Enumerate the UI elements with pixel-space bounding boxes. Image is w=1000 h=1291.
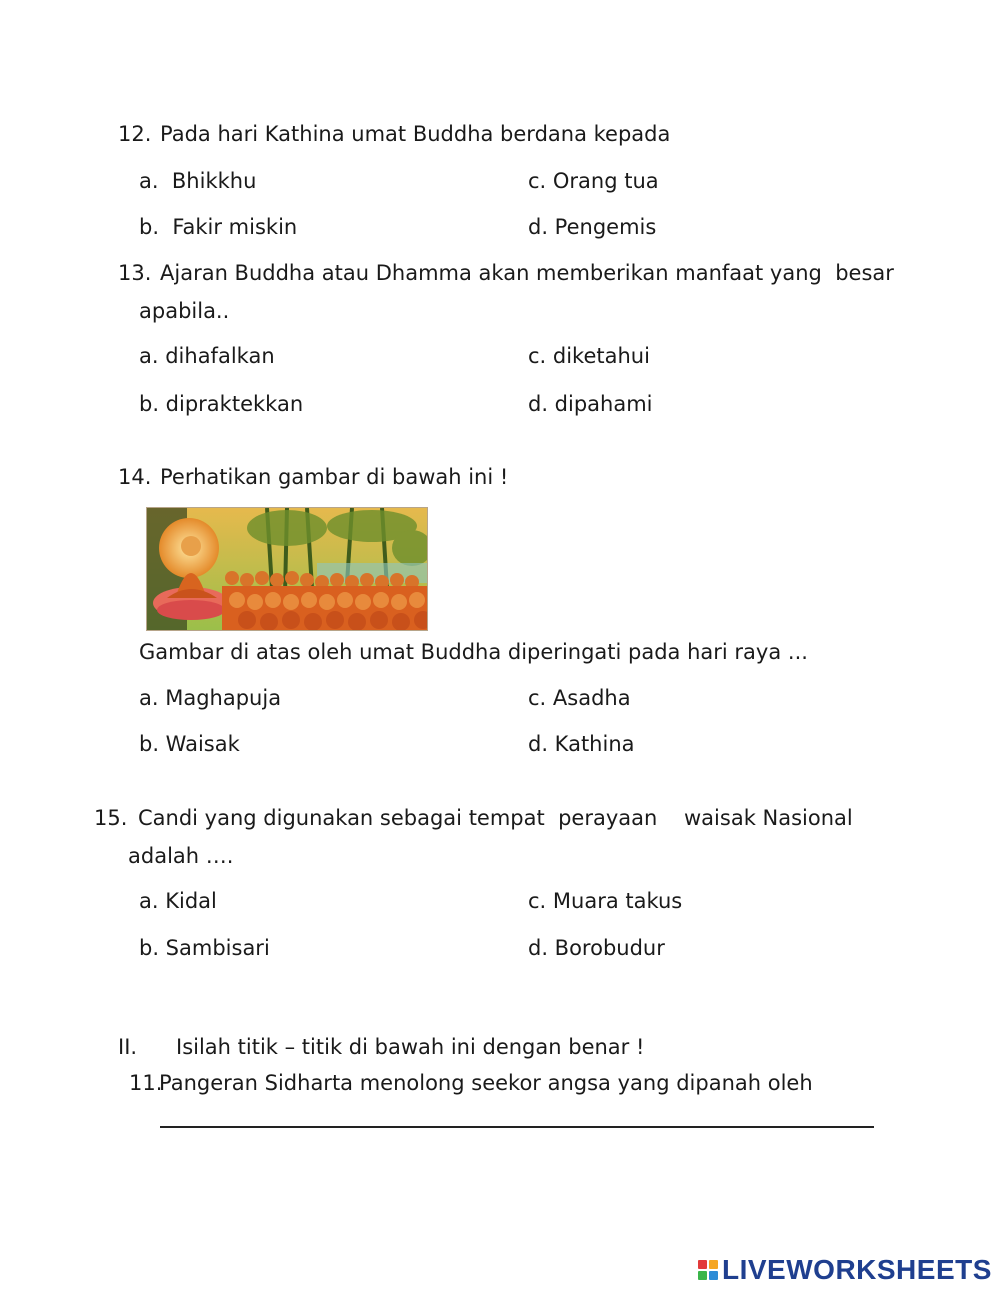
fill-answer-line[interactable]: [160, 1126, 874, 1128]
logo-tiles-icon: [698, 1260, 718, 1280]
logo-tile: [709, 1271, 718, 1280]
fill-item-text: Pangeran Sidharta menolong seekor angsa yang dipanah oleh: [159, 1071, 813, 1095]
q14-option-b: b. Waisak: [139, 732, 240, 756]
q12-option-a: a. Bhikkhu: [139, 169, 257, 193]
q15-text-continued: adalah ….: [128, 844, 234, 868]
q14-option-d: d. Kathina: [528, 732, 635, 756]
q14-prompt: Gambar di atas oleh umat Buddha diperingati pada hari raya ...: [139, 640, 808, 664]
q13-option-c: c. diketahui: [528, 344, 650, 368]
section2-instruction: Isilah titik – titik di bawah ini dengan benar !: [176, 1035, 645, 1059]
section2-numeral: II.: [118, 1035, 138, 1059]
logo-tile: [709, 1260, 718, 1269]
q12-text: Pada hari Kathina umat Buddha berdana kepada: [160, 122, 671, 146]
q13-number: 13.: [118, 261, 152, 285]
q15-text: Candi yang digunakan sebagai tempat perayaan waisak Nasional: [138, 806, 853, 830]
logo-text: LIVEWORKSHEETS: [722, 1254, 992, 1285]
q14-option-a: a. Maghapuja: [139, 686, 282, 710]
q15-option-d: d. Borobudur: [528, 936, 665, 960]
q14-text: Perhatikan gambar di bawah ini !: [160, 465, 509, 489]
logo-tile: [698, 1271, 707, 1280]
logo-tile: [698, 1260, 707, 1269]
q13-text-continued: apabila..: [139, 299, 230, 323]
q15-number: 15.: [94, 806, 128, 830]
q15-option-b: b. Sambisari: [139, 936, 270, 960]
q13-text: Ajaran Buddha atau Dhamma akan memberikan manfaat yang besar: [160, 261, 894, 285]
q13-option-d: d. dipahami: [528, 392, 653, 416]
q14-number: 14.: [118, 465, 152, 489]
q15-option-c: c. Muara takus: [528, 889, 683, 913]
q13-option-b: b. dipraktekkan: [139, 392, 304, 416]
q12-option-b: b. Fakir miskin: [139, 215, 298, 239]
q12-number: 12.: [118, 122, 152, 146]
buddha-sermon-image: [147, 508, 427, 630]
q12-option-d: d. Pengemis: [528, 215, 657, 239]
q12-option-c: c. Orang tua: [528, 169, 659, 193]
q13-option-a: a. dihafalkan: [139, 344, 275, 368]
buddha-sermon-illustration: [146, 507, 428, 631]
q14-option-c: c. Asadha: [528, 686, 631, 710]
q15-option-a: a. Kidal: [139, 889, 217, 913]
fill-item-number: 11.: [129, 1071, 163, 1095]
liveworksheets-logo: [698, 1255, 992, 1285]
